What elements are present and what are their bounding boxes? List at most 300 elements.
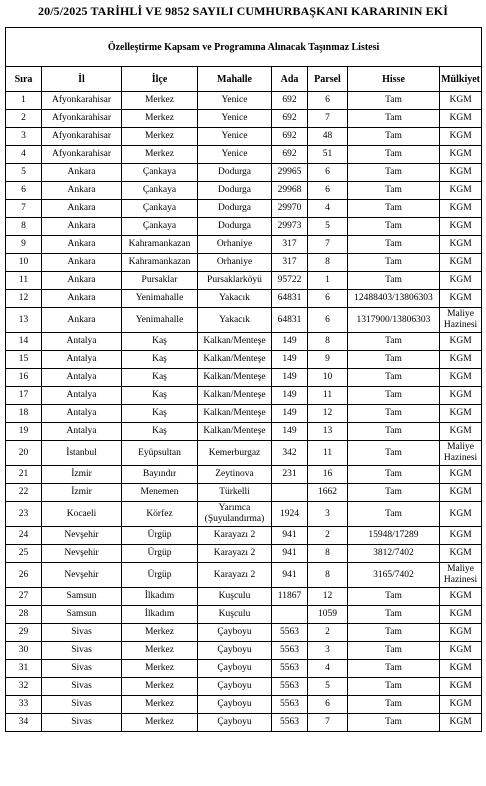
cell-parsel: 2: [308, 624, 348, 642]
cell-il: Ankara: [42, 272, 122, 290]
table-row: [6, 563, 482, 588]
cell-mulkiyet: KGM: [440, 254, 482, 272]
cell-hisse: Tam: [348, 624, 440, 642]
cell-ada: 64831: [272, 290, 308, 308]
table-row: [6, 502, 482, 527]
cell-hisse: Tam: [348, 164, 440, 182]
cell-hisse: Tam: [348, 333, 440, 351]
cell-parsel: 51: [308, 146, 348, 164]
cell-mulkiyet: KGM: [440, 351, 482, 369]
cell-hisse: 12488403/13806303: [348, 290, 440, 308]
cell-parsel: 6: [308, 290, 348, 308]
cell-il: Nevşehir: [42, 545, 122, 563]
cell-mahalle: Çayboyu: [198, 642, 272, 660]
cell-ada: 95722: [272, 272, 308, 290]
table-row: [6, 92, 482, 110]
cell-mulkiyet: Maliye Hazinesi: [440, 441, 482, 466]
cell-mulkiyet: KGM: [440, 290, 482, 308]
column-header-ilce: İlçe: [122, 67, 198, 92]
cell-il: Antalya: [42, 333, 122, 351]
cell-sira: 12: [6, 290, 42, 308]
cell-parsel: 1059: [308, 606, 348, 624]
column-header-ada: Ada: [272, 67, 308, 92]
cell-mulkiyet: KGM: [440, 92, 482, 110]
cell-mahalle: Kalkan/Menteşe: [198, 351, 272, 369]
cell-sira: 2: [6, 110, 42, 128]
cell-sira: 7: [6, 200, 42, 218]
cell-mahalle: Çayboyu: [198, 714, 272, 732]
table-row: [6, 441, 482, 466]
cell-hisse: Tam: [348, 405, 440, 423]
cell-mulkiyet: KGM: [440, 218, 482, 236]
cell-mahalle: Karayazı 2: [198, 527, 272, 545]
cell-hisse: 3812/7402: [348, 545, 440, 563]
cell-sira: 1: [6, 92, 42, 110]
cell-parsel: 10: [308, 369, 348, 387]
table-row: [6, 642, 482, 660]
cell-ada: 1924: [272, 502, 308, 527]
cell-sira: 25: [6, 545, 42, 563]
cell-sira: 31: [6, 660, 42, 678]
table-row: [6, 466, 482, 484]
cell-il: Antalya: [42, 351, 122, 369]
cell-ada: 29973: [272, 218, 308, 236]
cell-mahalle: Orhaniye: [198, 236, 272, 254]
property-table-wrapper: [5, 27, 481, 732]
cell-mulkiyet: KGM: [440, 164, 482, 182]
table-row: [6, 146, 482, 164]
cell-ilce: Kaş: [122, 387, 198, 405]
cell-il: Nevşehir: [42, 563, 122, 588]
cell-mahalle: Yakacık: [198, 290, 272, 308]
cell-parsel: 16: [308, 466, 348, 484]
cell-mahalle: Pursaklarköyü: [198, 272, 272, 290]
cell-mahalle: Yakacık: [198, 308, 272, 333]
cell-il: Sivas: [42, 624, 122, 642]
cell-mulkiyet: KGM: [440, 588, 482, 606]
cell-il: İstanbul: [42, 441, 122, 466]
cell-mulkiyet: KGM: [440, 484, 482, 502]
table-row: [6, 405, 482, 423]
cell-hisse: Tam: [348, 660, 440, 678]
cell-ilce: Merkez: [122, 714, 198, 732]
cell-hisse: Tam: [348, 236, 440, 254]
cell-mahalle: Kuşculu: [198, 606, 272, 624]
cell-hisse: Tam: [348, 128, 440, 146]
cell-ada: 149: [272, 423, 308, 441]
cell-ilce: Merkez: [122, 128, 198, 146]
cell-ilce: Kaş: [122, 351, 198, 369]
table-row: [6, 290, 482, 308]
table-row: [6, 272, 482, 290]
cell-sira: 16: [6, 369, 42, 387]
cell-il: Ankara: [42, 308, 122, 333]
cell-ada: 317: [272, 254, 308, 272]
cell-ada: 941: [272, 527, 308, 545]
property-table: [5, 27, 482, 732]
cell-mahalle: Türkelli: [198, 484, 272, 502]
cell-hisse: Tam: [348, 484, 440, 502]
cell-ilce: Körfez: [122, 502, 198, 527]
cell-parsel: 1662: [308, 484, 348, 502]
cell-mulkiyet: KGM: [440, 545, 482, 563]
cell-ada: 149: [272, 387, 308, 405]
cell-il: Nevşehir: [42, 527, 122, 545]
cell-parsel: 4: [308, 200, 348, 218]
table-row: [6, 200, 482, 218]
cell-mahalle: Kalkan/Menteşe: [198, 405, 272, 423]
cell-il: Afyonkarahisar: [42, 128, 122, 146]
cell-parsel: 3: [308, 502, 348, 527]
cell-ada: [272, 484, 308, 502]
cell-parsel: 48: [308, 128, 348, 146]
cell-hisse: Tam: [348, 272, 440, 290]
table-row: [6, 369, 482, 387]
cell-il: Antalya: [42, 405, 122, 423]
cell-ilce: Merkez: [122, 678, 198, 696]
cell-il: Sivas: [42, 714, 122, 732]
cell-sira: 20: [6, 441, 42, 466]
table-row: [6, 182, 482, 200]
table-row: [6, 218, 482, 236]
cell-il: Samsun: [42, 588, 122, 606]
table-row: [6, 423, 482, 441]
table-row: [6, 308, 482, 333]
cell-mahalle: Yenice: [198, 128, 272, 146]
cell-hisse: Tam: [348, 254, 440, 272]
document-title: 20/5/2025 TARİHLİ VE 9852 SAYILI CUMHURBAŞKANI KARARININ EKİ: [38, 4, 448, 18]
cell-sira: 21: [6, 466, 42, 484]
cell-hisse: Tam: [348, 146, 440, 164]
cell-il: İzmir: [42, 484, 122, 502]
cell-ilce: Yenimahalle: [122, 308, 198, 333]
cell-mahalle: Orhaniye: [198, 254, 272, 272]
cell-il: Antalya: [42, 387, 122, 405]
table-row: [6, 254, 482, 272]
cell-il: Kocaeli: [42, 502, 122, 527]
cell-mulkiyet: KGM: [440, 405, 482, 423]
cell-ilce: Kaş: [122, 369, 198, 387]
cell-hisse: Tam: [348, 696, 440, 714]
cell-sira: 33: [6, 696, 42, 714]
cell-mulkiyet: KGM: [440, 678, 482, 696]
cell-ada: 149: [272, 351, 308, 369]
cell-mahalle: Yenice: [198, 110, 272, 128]
cell-hisse: Tam: [348, 369, 440, 387]
table-row: [6, 606, 482, 624]
cell-ada: 231: [272, 466, 308, 484]
cell-mulkiyet: KGM: [440, 624, 482, 642]
cell-parsel: 3: [308, 642, 348, 660]
cell-sira: 28: [6, 606, 42, 624]
table-row: [6, 333, 482, 351]
table-header-row: [6, 67, 482, 92]
cell-mulkiyet: KGM: [440, 200, 482, 218]
cell-il: Antalya: [42, 423, 122, 441]
table-row: [6, 128, 482, 146]
cell-il: Afyonkarahisar: [42, 146, 122, 164]
cell-mulkiyet: KGM: [440, 272, 482, 290]
cell-mulkiyet: KGM: [440, 642, 482, 660]
cell-ada: 317: [272, 236, 308, 254]
cell-parsel: 8: [308, 545, 348, 563]
cell-mahalle: Kalkan/Menteşe: [198, 333, 272, 351]
cell-mahalle: Karayazı 2: [198, 545, 272, 563]
cell-ada: 149: [272, 369, 308, 387]
cell-parsel: 8: [308, 563, 348, 588]
cell-ilce: Kaş: [122, 423, 198, 441]
cell-mulkiyet: KGM: [440, 333, 482, 351]
table-title: Özelleştirme Kapsam ve Programına Alınacak Taşınmaz Listesi: [6, 28, 482, 67]
cell-ada: 29970: [272, 200, 308, 218]
cell-il: Afyonkarahisar: [42, 110, 122, 128]
column-header-mahalle: Mahalle: [198, 67, 272, 92]
cell-mahalle: Kemerburgaz: [198, 441, 272, 466]
cell-ada: 5563: [272, 624, 308, 642]
cell-mahalle: Çayboyu: [198, 678, 272, 696]
cell-sira: 27: [6, 588, 42, 606]
cell-ilce: Kahramankazan: [122, 236, 198, 254]
cell-mahalle: Dodurga: [198, 200, 272, 218]
cell-mahalle: Dodurga: [198, 218, 272, 236]
cell-parsel: 11: [308, 441, 348, 466]
cell-il: Afyonkarahisar: [42, 92, 122, 110]
cell-mulkiyet: KGM: [440, 527, 482, 545]
cell-ilce: Yenimahalle: [122, 290, 198, 308]
cell-sira: 17: [6, 387, 42, 405]
cell-ada: 692: [272, 110, 308, 128]
table-row: [6, 696, 482, 714]
cell-parsel: 7: [308, 714, 348, 732]
cell-sira: 26: [6, 563, 42, 588]
cell-sira: 30: [6, 642, 42, 660]
cell-mahalle: Kalkan/Menteşe: [198, 369, 272, 387]
table-row: [6, 660, 482, 678]
cell-hisse: 15948/17289: [348, 527, 440, 545]
cell-hisse: Tam: [348, 466, 440, 484]
cell-mulkiyet: KGM: [440, 696, 482, 714]
cell-parsel: 5: [308, 678, 348, 696]
cell-il: Ankara: [42, 182, 122, 200]
cell-sira: 10: [6, 254, 42, 272]
cell-mulkiyet: Maliye Hazinesi: [440, 308, 482, 333]
column-header-il: İl: [42, 67, 122, 92]
cell-il: Ankara: [42, 164, 122, 182]
cell-hisse: 1317900/13806303: [348, 308, 440, 333]
cell-mahalle: Dodurga: [198, 182, 272, 200]
cell-sira: 29: [6, 624, 42, 642]
cell-hisse: Tam: [348, 218, 440, 236]
cell-ada: 692: [272, 128, 308, 146]
cell-parsel: 7: [308, 110, 348, 128]
table-row: [6, 387, 482, 405]
cell-ada: 692: [272, 146, 308, 164]
cell-parsel: 6: [308, 696, 348, 714]
cell-mulkiyet: KGM: [440, 502, 482, 527]
cell-mulkiyet: Maliye Hazinesi: [440, 563, 482, 588]
cell-mahalle: Kuşculu: [198, 588, 272, 606]
cell-sira: 22: [6, 484, 42, 502]
cell-mulkiyet: KGM: [440, 146, 482, 164]
cell-parsel: 6: [308, 164, 348, 182]
cell-mulkiyet: KGM: [440, 387, 482, 405]
column-header-hisse: Hisse: [348, 67, 440, 92]
cell-hisse: Tam: [348, 182, 440, 200]
table-row: [6, 484, 482, 502]
cell-sira: 34: [6, 714, 42, 732]
cell-mahalle: Karayazı 2: [198, 563, 272, 588]
table-row: [6, 110, 482, 128]
cell-ada: 29965: [272, 164, 308, 182]
cell-mulkiyet: KGM: [440, 236, 482, 254]
table-row: [6, 678, 482, 696]
cell-ada: 692: [272, 92, 308, 110]
cell-ilce: Eyüpsultan: [122, 441, 198, 466]
cell-ada: 941: [272, 563, 308, 588]
cell-il: Ankara: [42, 236, 122, 254]
cell-ada: 5563: [272, 642, 308, 660]
cell-ilce: Merkez: [122, 660, 198, 678]
cell-parsel: 12: [308, 405, 348, 423]
cell-parsel: 12: [308, 588, 348, 606]
cell-ilce: Kaş: [122, 333, 198, 351]
column-header-parsel: Parsel: [308, 67, 348, 92]
cell-sira: 24: [6, 527, 42, 545]
cell-ada: 342: [272, 441, 308, 466]
cell-ilce: Ürgüp: [122, 527, 198, 545]
cell-hisse: Tam: [348, 502, 440, 527]
cell-parsel: 7: [308, 236, 348, 254]
cell-il: Ankara: [42, 254, 122, 272]
cell-mahalle: Kalkan/Menteşe: [198, 387, 272, 405]
table-body: [6, 92, 482, 732]
cell-ada: 5563: [272, 660, 308, 678]
cell-sira: 9: [6, 236, 42, 254]
cell-ilce: Menemen: [122, 484, 198, 502]
cell-ilce: Kahramankazan: [122, 254, 198, 272]
cell-parsel: 8: [308, 333, 348, 351]
cell-ilce: Çankaya: [122, 182, 198, 200]
cell-mulkiyet: KGM: [440, 660, 482, 678]
cell-mahalle: Kalkan/Menteşe: [198, 423, 272, 441]
cell-sira: 13: [6, 308, 42, 333]
cell-ilce: Merkez: [122, 642, 198, 660]
column-header-mulkiyet: Mülkiyet: [440, 67, 482, 92]
cell-hisse: Tam: [348, 714, 440, 732]
cell-hisse: Tam: [348, 441, 440, 466]
cell-mulkiyet: KGM: [440, 466, 482, 484]
cell-mulkiyet: KGM: [440, 128, 482, 146]
cell-mahalle: Çayboyu: [198, 624, 272, 642]
cell-parsel: 1: [308, 272, 348, 290]
table-row: [6, 714, 482, 732]
cell-parsel: 6: [308, 92, 348, 110]
cell-parsel: 4: [308, 660, 348, 678]
cell-il: Samsun: [42, 606, 122, 624]
cell-ilce: Merkez: [122, 624, 198, 642]
cell-ilce: İlkadım: [122, 588, 198, 606]
cell-mulkiyet: KGM: [440, 110, 482, 128]
cell-ilce: Merkez: [122, 146, 198, 164]
table-row: [6, 164, 482, 182]
cell-parsel: 11: [308, 387, 348, 405]
cell-parsel: 9: [308, 351, 348, 369]
cell-sira: 3: [6, 128, 42, 146]
cell-ada: 11867: [272, 588, 308, 606]
cell-ilce: Merkez: [122, 110, 198, 128]
cell-parsel: 6: [308, 308, 348, 333]
cell-parsel: 13: [308, 423, 348, 441]
cell-mahalle: Yarımca (Şuyulandırma): [198, 502, 272, 527]
cell-parsel: 8: [308, 254, 348, 272]
cell-parsel: 2: [308, 527, 348, 545]
cell-sira: 15: [6, 351, 42, 369]
cell-parsel: 6: [308, 182, 348, 200]
cell-mulkiyet: KGM: [440, 606, 482, 624]
cell-ada: 941: [272, 545, 308, 563]
cell-hisse: Tam: [348, 110, 440, 128]
cell-mahalle: Yenice: [198, 92, 272, 110]
cell-il: İzmir: [42, 466, 122, 484]
cell-il: Ankara: [42, 200, 122, 218]
cell-sira: 5: [6, 164, 42, 182]
table-row: [6, 351, 482, 369]
cell-ilce: Kaş: [122, 405, 198, 423]
cell-ada: 149: [272, 405, 308, 423]
cell-mulkiyet: KGM: [440, 423, 482, 441]
cell-mahalle: Çayboyu: [198, 696, 272, 714]
cell-ada: 149: [272, 333, 308, 351]
cell-ilce: Ürgüp: [122, 545, 198, 563]
cell-ilce: Çankaya: [122, 164, 198, 182]
cell-ada: 5563: [272, 696, 308, 714]
table-row: [6, 624, 482, 642]
cell-mulkiyet: KGM: [440, 369, 482, 387]
cell-mahalle: Dodurga: [198, 164, 272, 182]
cell-ilce: Merkez: [122, 92, 198, 110]
cell-parsel: 5: [308, 218, 348, 236]
cell-il: Ankara: [42, 290, 122, 308]
cell-il: Ankara: [42, 218, 122, 236]
cell-ada: 29968: [272, 182, 308, 200]
cell-il: Sivas: [42, 642, 122, 660]
cell-mulkiyet: KGM: [440, 182, 482, 200]
cell-hisse: Tam: [348, 351, 440, 369]
cell-ilce: Pursaklar: [122, 272, 198, 290]
cell-ilce: Bayındır: [122, 466, 198, 484]
cell-sira: 6: [6, 182, 42, 200]
cell-ada: 64831: [272, 308, 308, 333]
column-header-sira: Sıra: [6, 67, 42, 92]
cell-il: Antalya: [42, 369, 122, 387]
cell-ada: 5563: [272, 714, 308, 732]
cell-ilce: Çankaya: [122, 218, 198, 236]
table-row: [6, 588, 482, 606]
cell-sira: 18: [6, 405, 42, 423]
table-row: [6, 545, 482, 563]
table-row: [6, 527, 482, 545]
cell-sira: 19: [6, 423, 42, 441]
cell-hisse: Tam: [348, 423, 440, 441]
cell-sira: 11: [6, 272, 42, 290]
cell-sira: 32: [6, 678, 42, 696]
cell-hisse: Tam: [348, 642, 440, 660]
cell-ilce: Çankaya: [122, 200, 198, 218]
cell-sira: 23: [6, 502, 42, 527]
table-row: [6, 236, 482, 254]
cell-il: Sivas: [42, 660, 122, 678]
cell-hisse: Tam: [348, 678, 440, 696]
